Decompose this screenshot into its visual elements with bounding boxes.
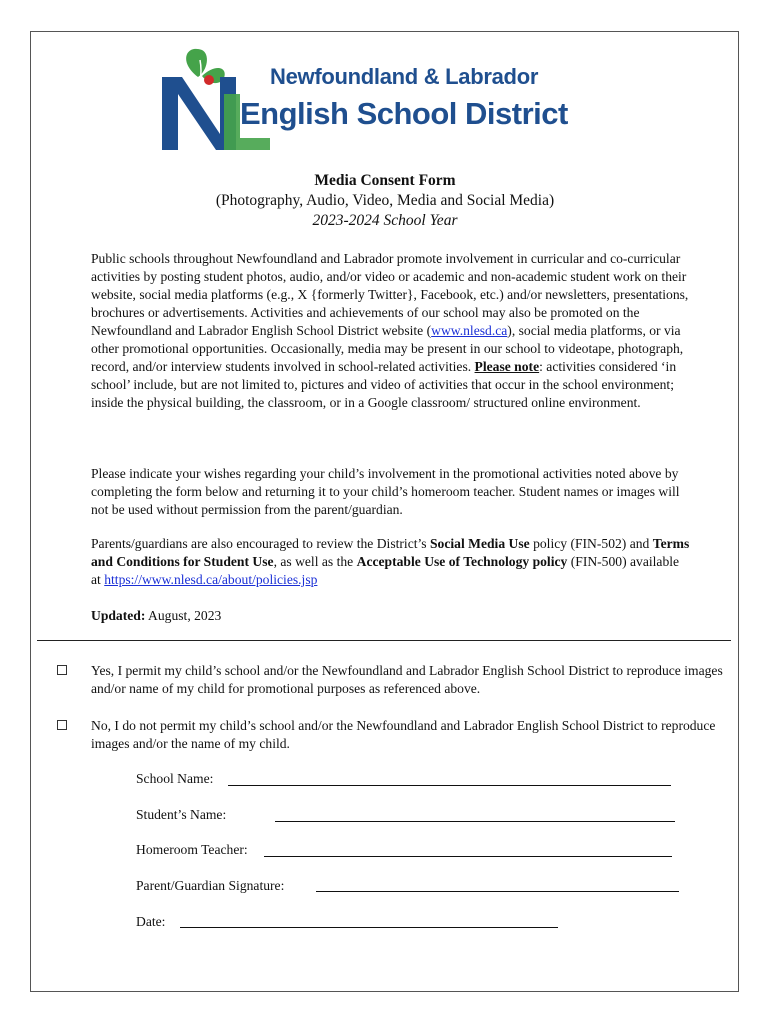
updated-line (91, 607, 691, 625)
intro-paragraph (91, 250, 691, 412)
intro-text-1: Public schools throughout Newfoundland and Labrador promote involvement in curricular and co-curricular activities by posting student photos, audio, and/or video or academic and non-academic student work on their website, social media platforms (e.g., X {formerly Twitter}, Facebook, etc.) and/or newsletters, presentations, brochures or advertisements. Activities and achievements of our school may also be promoted on the Newfoundland and Labrador English School District website ( (91, 251, 689, 338)
form-title: Media Consent Form (314, 172, 456, 189)
intro-text-2: ), social media platforms, or via other promotional opportunities. Occasionally, media may be present in our school to videotape, photograph, record, and/or interview students involved in school-related activities. (91, 323, 684, 374)
updated-date: August, 2023 (145, 608, 222, 623)
consent-no-label: No, I do not permit my child’s school and/or the Newfoundland and Labrador English School District to reproduce images and/or the name of my child. (91, 718, 716, 751)
student-name-label: Student’s Name: (136, 807, 227, 822)
school-name-input-line[interactable] (228, 785, 671, 786)
homeroom-teacher-input-line[interactable] (264, 856, 672, 857)
acceptable-use-policy: Acceptable Use of Technology policy (356, 554, 568, 569)
student-name-input-line[interactable] (275, 821, 675, 822)
consent-yes-checkbox[interactable] (57, 665, 67, 675)
consent-no-checkbox[interactable] (57, 720, 67, 730)
section-divider (37, 640, 731, 641)
policies-paragraph (91, 535, 691, 589)
policies-text-3: , as well as the (273, 554, 357, 569)
nlesd-website-link[interactable]: www.nlesd.ca (431, 323, 508, 338)
signature-label: Parent/Guardian Signature: (136, 878, 285, 893)
please-note-label: Please note (474, 359, 540, 374)
form-title-block (90, 171, 680, 231)
school-year: 2023-2024 School Year (312, 212, 458, 229)
policies-text-4: (FIN-500) available at (91, 554, 680, 587)
consent-yes-label: Yes, I permit my child’s school and/or the Newfoundland and Labrador English School District to reproduce images and/or name of my child for promotional purposes as referenced above. (91, 663, 723, 696)
homeroom-teacher-label: Homeroom Teacher: (136, 842, 248, 857)
policies-text-2: policy (FIN-502) and (529, 536, 653, 551)
intro-text-3: : activities considered ‘in school’ include, but are not limited to, pictures and video of activities that occur in the school environment; inside the physical building, the classroom, or in a Google classroom/ structured online environment. (91, 359, 677, 410)
policies-text-1: Parents/guardians are also encouraged to review the District’s (91, 536, 430, 551)
school-name-label: School Name: (136, 771, 214, 786)
date-input-line[interactable] (180, 927, 558, 928)
updated-label: Updated: (91, 608, 146, 623)
form-subtitle: (Photography, Audio, Video, Media and Social Media) (215, 192, 555, 209)
date-label: Date: (136, 914, 166, 929)
logo-text-line2: English School District (240, 96, 568, 131)
leaf-icon (186, 49, 207, 77)
policies-link[interactable]: https://www.nlesd.ca/about/policies.jsp (104, 572, 318, 587)
social-media-policy: Social Media Use (429, 536, 530, 551)
wishes-text: Please indicate your wishes regarding your child’s involvement in the promotional activities noted above by completing the form below and returning it to your child’s homeroom teacher. Student names or images will not be used without permission from the parent/guardian. (91, 466, 680, 517)
terms-conditions: Terms and Conditions for Student Use (91, 536, 690, 569)
logo-text-line1: Newfoundland & Labrador (270, 64, 539, 89)
wishes-paragraph (91, 465, 691, 519)
signature-input-line[interactable] (316, 891, 679, 892)
